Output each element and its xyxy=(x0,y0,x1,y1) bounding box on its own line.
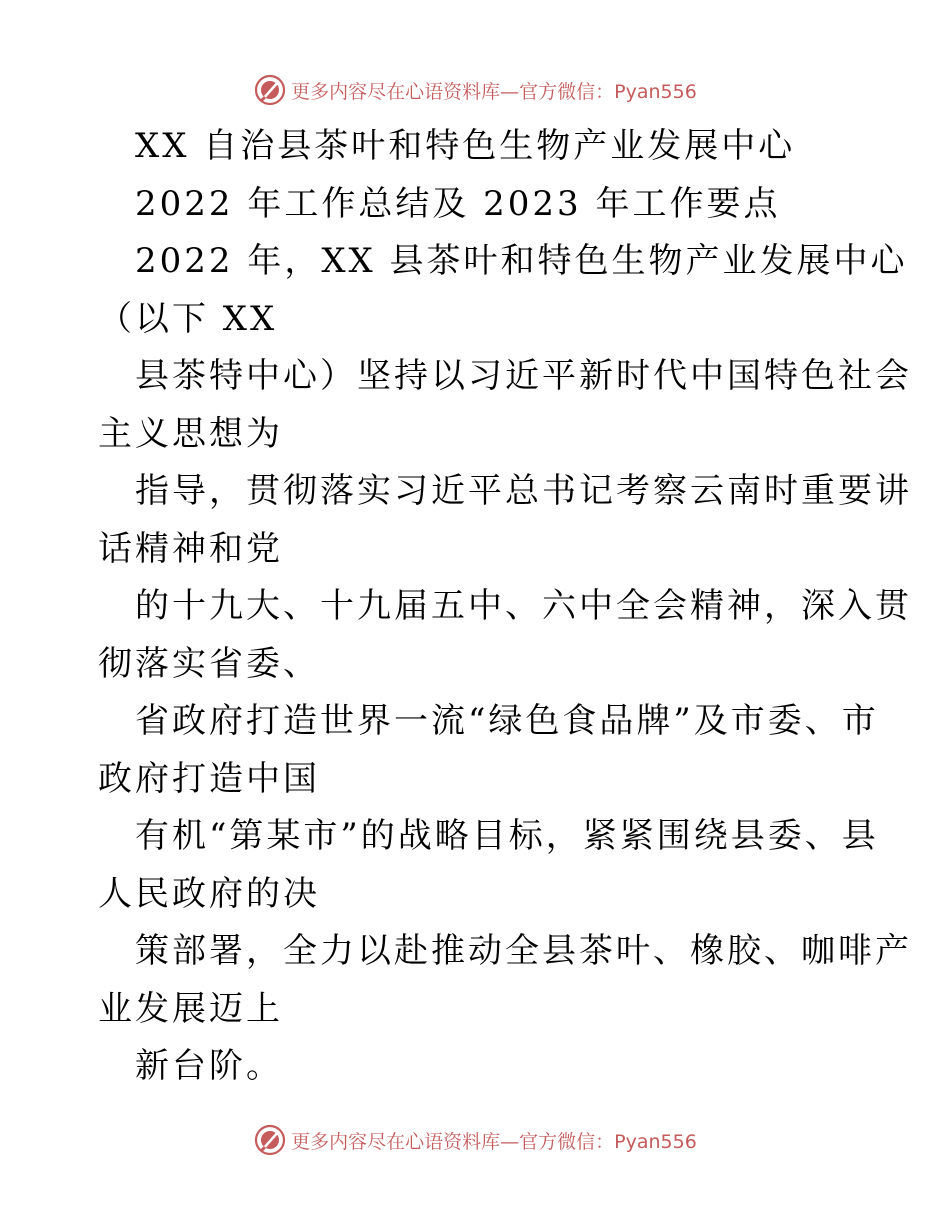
watermark-text: 更多内容尽在心语资料库—官方微信：Pyan556 xyxy=(291,1130,697,1153)
text-line: XX 自治县茶叶和特色生物产业发展中心 xyxy=(135,126,796,166)
text-line: 指导，贯彻落实习近平总书记考察云南时重要讲 xyxy=(135,471,912,511)
text-line: 有机“第某市”的战略目标，紧紧围绕县委、县 xyxy=(135,816,879,856)
text-line: 话精神和党 xyxy=(98,528,283,569)
footer-watermark xyxy=(0,1120,950,1160)
text-line: 省政府打造世界一流“绿色食品牌”及市委、市 xyxy=(135,701,879,741)
text-line: 2022 年，XX 县茶叶和特色生物产业发展中心 xyxy=(135,241,908,281)
pen-logo-icon xyxy=(253,1123,287,1157)
pen-logo-icon xyxy=(253,73,287,107)
document-body xyxy=(98,118,912,1096)
text-line: 政府打造中国 xyxy=(98,758,320,799)
text-line: 彻落实省委、 xyxy=(98,643,320,684)
text-line: 新台阶。 xyxy=(135,1046,283,1086)
text-line: 人民政府的决 xyxy=(98,873,320,914)
text-line: （以下 XX xyxy=(98,298,278,339)
text-line: 策部署，全力以赴推动全县茶叶、橡胶、咖啡产 xyxy=(135,931,912,971)
watermark-text: 更多内容尽在心语资料库—官方微信：Pyan556 xyxy=(291,80,697,103)
text-line: 县茶特中心）坚持以习近平新时代中国特色社会 xyxy=(135,356,912,396)
text-line: 主义思想为 xyxy=(98,413,283,454)
text-line: 2022 年工作总结及 2023 年工作要点 xyxy=(135,183,781,224)
text-line: 业发展迈上 xyxy=(98,988,283,1029)
header-watermark xyxy=(0,70,950,110)
text-line: 的十九大、十九届五中、六中全会精神，深入贯 xyxy=(135,586,912,626)
